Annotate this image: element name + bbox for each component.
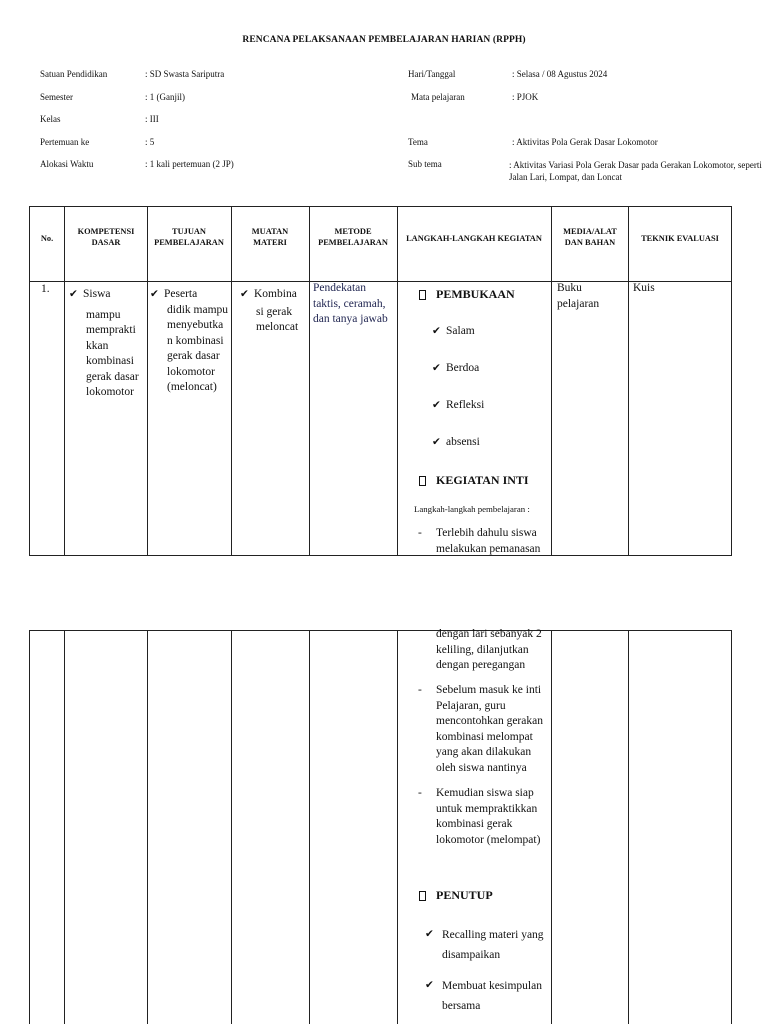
semester-value: : 1 (Ganjil) bbox=[145, 92, 185, 102]
teknik-text: Kuis bbox=[633, 282, 655, 294]
checkmark-icon: ✔ bbox=[425, 980, 434, 991]
pembukaan-item bbox=[432, 435, 480, 451]
tujuan-first-line: Peserta bbox=[164, 288, 198, 300]
header-media: MEDIA/ALAT DAN BAHAN bbox=[563, 227, 617, 247]
muatan-first-line: Kombina bbox=[254, 288, 297, 300]
header-muatan: MUATAN MATERI bbox=[251, 227, 289, 247]
semester-label: Semester bbox=[40, 92, 73, 102]
checkmark-icon: ✔ bbox=[240, 289, 249, 300]
penutup-title: PENUTUP bbox=[436, 888, 493, 902]
kelas-label: Kelas bbox=[40, 114, 61, 124]
subtema-label: Sub tema bbox=[408, 159, 442, 169]
tujuan-text: didik mampu menyebutka n kombinasi gerak dasar lokomotor (meloncat) bbox=[167, 303, 229, 393]
mapel-value: : PJOK bbox=[512, 92, 539, 102]
pembukaan-item bbox=[432, 361, 479, 377]
checkmark-icon: ✔ bbox=[432, 326, 441, 337]
checkmark-icon: ✔ bbox=[432, 400, 441, 411]
media-text: Buku pelajaran bbox=[557, 282, 600, 310]
pembukaan-item-text: Refleksi bbox=[446, 399, 485, 411]
kelas-value: : III bbox=[145, 114, 159, 124]
penutup-heading bbox=[419, 888, 493, 903]
tema-value: : Aktivitas Pola Gerak Dasar Lokomotor bbox=[512, 137, 658, 147]
penutup-item-text: Membuat kesimpulan bersama bbox=[442, 980, 542, 1012]
checkmark-icon: ✔ bbox=[69, 289, 78, 300]
penutup-item bbox=[425, 976, 549, 1016]
hari-label: Hari/Tanggal bbox=[408, 69, 456, 79]
header-tujuan: TUJUAN PEMBELAJARAN bbox=[154, 227, 224, 247]
dash-bullet: - bbox=[418, 527, 422, 539]
tema-label: Tema bbox=[408, 137, 428, 147]
header-langkah: LANGKAH-LANGKAH KEGIATAN bbox=[406, 234, 542, 243]
inti-intro: Langkah-langkah pembelajaran : bbox=[414, 504, 530, 514]
square-bullet-icon bbox=[419, 290, 426, 300]
checkmark-icon: ✔ bbox=[432, 363, 441, 374]
kompetensi-first-line: Siswa bbox=[83, 288, 111, 300]
mapel-label: Mata pelajaran bbox=[411, 92, 465, 102]
kompetensi-text: mampu memprakti kkan kombinasi gerak dasar lokomotor bbox=[86, 308, 139, 398]
header-kompetensi: KOMPETENSI DASAR bbox=[77, 227, 135, 247]
muatan-cell bbox=[240, 287, 308, 336]
square-bullet-icon bbox=[419, 476, 426, 486]
pembukaan-item bbox=[432, 324, 475, 340]
inti-title: KEGIATAN INTI bbox=[436, 473, 529, 487]
inti-heading bbox=[419, 473, 529, 488]
step-1-text-a: Terlebih dahulu siswa melakukan pemanasan bbox=[436, 527, 541, 555]
step-1-part-a bbox=[418, 526, 548, 555]
pertemuan-label: Pertemuan ke bbox=[40, 137, 90, 147]
satuan-value: : SD Swasta Sariputra bbox=[145, 69, 225, 79]
pembukaan-heading bbox=[419, 287, 515, 302]
square-bullet-icon bbox=[419, 891, 426, 901]
pembukaan-item-text: Berdoa bbox=[446, 362, 480, 374]
pembukaan-title: PEMBUKAAN bbox=[436, 287, 515, 301]
checkmark-icon: ✔ bbox=[425, 929, 434, 940]
pembukaan-item-text: absensi bbox=[446, 436, 480, 448]
muatan-text: si gerak meloncat bbox=[256, 305, 299, 333]
pembukaan-item-text: Salam bbox=[446, 325, 475, 337]
checkmark-icon: ✔ bbox=[150, 289, 159, 300]
kompetensi-cell bbox=[69, 287, 145, 401]
step-3 bbox=[418, 786, 548, 848]
step-3-text: Kemudian siswa siap untuk mempraktikkan kombinasi gerak lokomotor (melompat) bbox=[436, 787, 541, 846]
satuan-label: Satuan Pendidikan bbox=[40, 69, 108, 79]
pertemuan-value: : 5 bbox=[145, 137, 155, 147]
penutup-item-text: Recalling materi yang disampaikan bbox=[442, 929, 544, 961]
document-title: RENCANA PELAKSANAAN PEMBELAJARAN HARIAN (RPPH) bbox=[242, 35, 526, 45]
tujuan-cell bbox=[150, 287, 230, 396]
hari-value: : Selasa / 08 Agustus 2024 bbox=[512, 69, 608, 79]
row-number: 1. bbox=[41, 283, 50, 295]
step-2-text: Sebelum masuk ke inti Pelajaran, guru mencontohkan gerakan kombinasi melompat yang akan dilakukan oleh siswa nantinya bbox=[436, 684, 543, 774]
dash-bullet: - bbox=[418, 787, 422, 799]
metode-text: Pendekatan taktis, ceramah, dan tanya jawab bbox=[313, 282, 388, 325]
step-1-text-b: dengan lari sebanyak 2 keliling, dilanjutkan dengan peregangan bbox=[436, 628, 542, 671]
penutup-item bbox=[425, 925, 549, 965]
header-teknik: TEKNIK EVALUASI bbox=[641, 234, 719, 243]
pembukaan-item bbox=[432, 398, 484, 414]
header-no: No. bbox=[40, 234, 54, 243]
checkmark-icon: ✔ bbox=[432, 437, 441, 448]
subtema-value: : Aktivitas Variasi Pola Gerak Dasar pada Gerakan Lokomotor, seperti Jalan Lari, Lompat, dan Loncat bbox=[509, 160, 762, 182]
header-metode: METODE PEMBELAJARAN bbox=[318, 227, 388, 247]
alokasi-value: : 1 kali pertemuan (2 JP) bbox=[145, 159, 234, 169]
alokasi-label: Alokasi Waktu bbox=[40, 159, 94, 169]
dash-bullet: - bbox=[418, 684, 422, 696]
step-2 bbox=[418, 683, 548, 776]
